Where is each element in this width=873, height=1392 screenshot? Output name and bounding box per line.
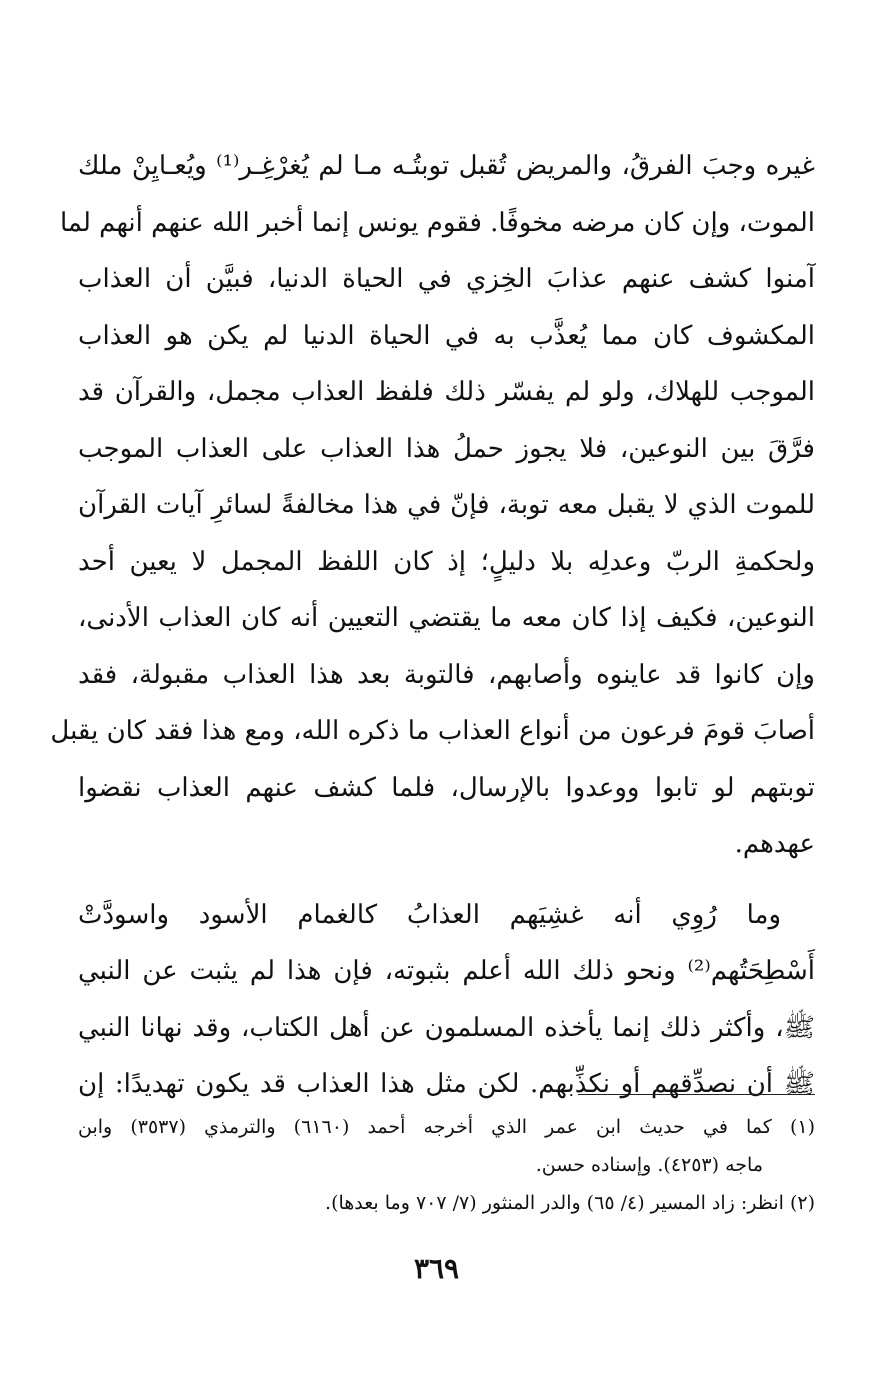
text-line: أصابَ قومَ فرعون من أنواع العذاب ما ذكره الله، ومع هذا فقد كان يقبل: [50, 716, 815, 746]
footnote-2: (٢) انظر: زاد المسير (٤/ ٦٥) والدر المنثور (٧/ ٧٠٧ وما بعدها).: [325, 1192, 815, 1214]
text-line: غيره وجبَ الفرقُ، والمريض تُقبل توبتُـه مـا لم يُغرْغِـر⁽¹⁾ ويُعـايِنْ ملك: [78, 151, 815, 181]
footnote-1: (١) كما في حديث ابن عمر الذي أخرجه أحمد (٦١٦٠) والترمذي (٣٥٣٧) وابن: [78, 1116, 815, 1138]
text-line: وإن كانوا قد عاينوه وأصابهم، فالتوبة بعد هذا العذاب مقبولة، فقد: [78, 659, 815, 690]
text-line: ﷺ أن نصدِّقهم أو نكذِّبهم. لكن مثل هذا العذاب قد يكون تهديدًا: إن: [78, 1069, 815, 1099]
page-number: ٣٦٩: [413, 1252, 460, 1285]
text-line: آمنوا كشف عنهم عذابَ الخِزي في الحياة الدنيا، فبيَّن أن العذاب: [78, 264, 815, 294]
text-line: توبتهم لو تابوا ووعدوا بالإرسال، فلما كشف عنهم العذاب نقضوا: [78, 772, 815, 803]
text-line: عهدهم.: [734, 829, 815, 859]
text-line: الموجب للهلاك، ولو لم يفسّر ذلك فلفظ العذاب مجمل، والقرآن قد: [78, 377, 815, 407]
paragraph-1: [50, 138, 816, 873]
text-line: الموت، وإن كان مرضه مخوفًا. فقوم يونس إنما أخبر الله عنهم أنهم لما: [60, 207, 815, 238]
text-line: للموت الذي لا يقبل معه توبة، فإنّ في هذا مخالفةً لسائرِ آيات القرآن: [78, 490, 815, 520]
text-line: المكشوف كان مما يُعذَّب به في الحياة الدنيا لم يكن هو العذاب: [78, 320, 815, 351]
footnote-1-continuation: ماجه (٤٢٥٣). وإسناده حسن.: [535, 1154, 763, 1176]
main-text: [50, 138, 816, 1113]
paragraph-2: [78, 887, 815, 1113]
text-line: النوعين، فكيف إذا كان معه ما يقتضي التعيين أنه كان العذاب الأدنى،: [78, 603, 816, 633]
text-line: ولحكمةِ الربّ وعدلِه بلا دليلٍ؛ إذ كان اللفظ المجمل لا يعين أحد: [78, 546, 815, 577]
text-line: أَسْطِحَتُهم⁽²⁾ ونحو ذلك الله أعلم بثبوته، فإن هذا لم يثبت عن النبي: [78, 956, 815, 986]
footnote-separator: [578, 1094, 815, 1095]
text-line: وما رُوِي أنه غشِيَهم العذابُ كالغمام الأسود واسودَّتْ: [78, 899, 781, 930]
text-line: فرَّقَ بين النوعين، فلا يجوز حملُ هذا العذاب على العذاب الموجب: [78, 433, 815, 464]
footnotes: [78, 1108, 815, 1222]
text-line: ﷺ، وأكثر ذلك إنما يأخذه المسلمون عن أهل الكتاب، وقد نهانا النبي: [78, 1012, 815, 1043]
